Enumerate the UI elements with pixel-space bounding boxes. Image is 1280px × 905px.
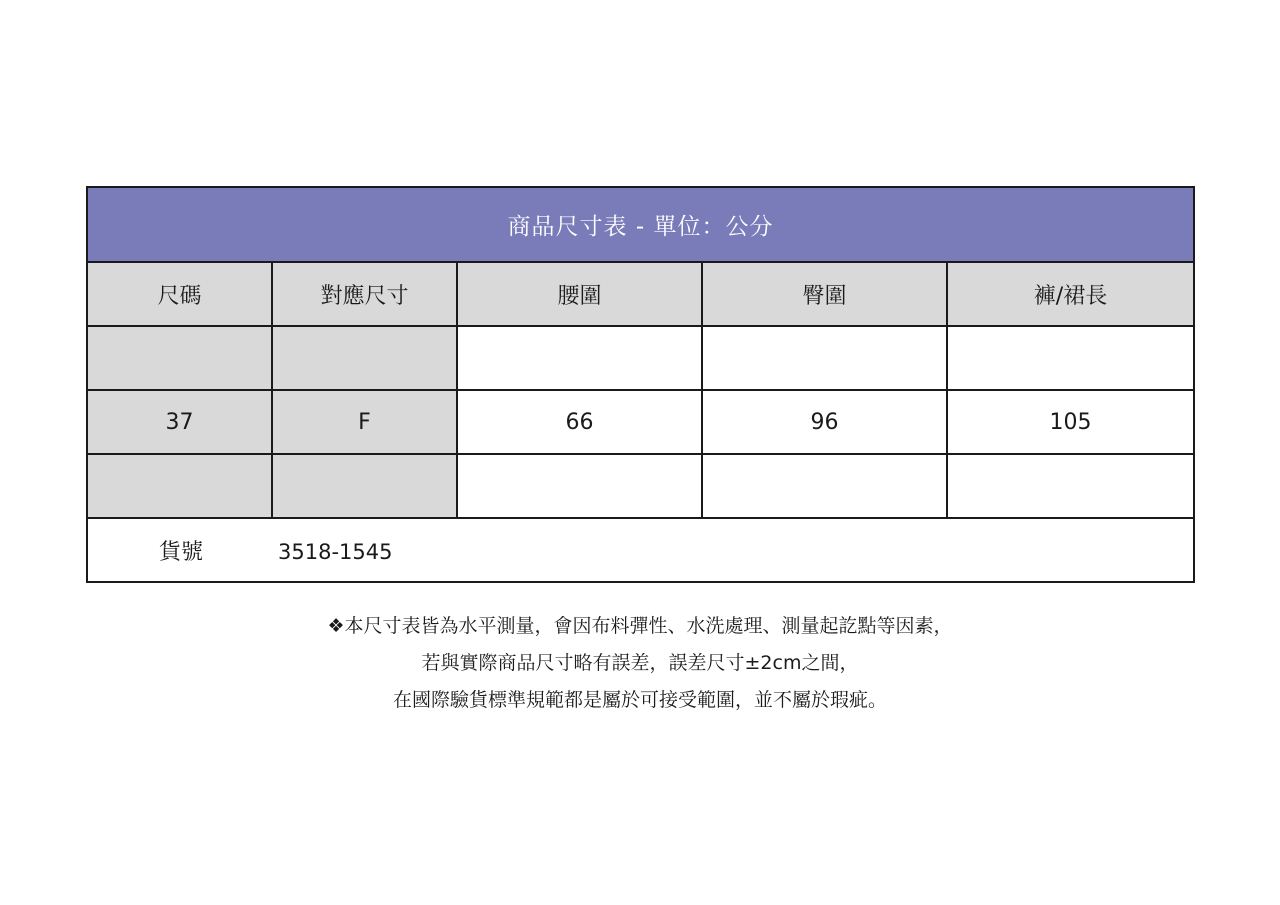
cell-hip <box>702 454 947 518</box>
cell-corresponding-size <box>272 454 457 518</box>
header-size: 尺碼 <box>87 262 272 326</box>
header-hip: 臀圍 <box>702 262 947 326</box>
cell-length <box>947 454 1194 518</box>
table-row <box>87 454 1194 518</box>
header-length: 褲/裙長 <box>947 262 1194 326</box>
header-row <box>87 262 1194 326</box>
size-chart-table <box>86 186 1195 583</box>
cell-waist <box>457 326 702 390</box>
sku-cell <box>87 518 1194 582</box>
table-row <box>87 326 1194 390</box>
note-line-3: 在國際驗貨標準規範都是屬於可接受範圍，並不屬於瑕疵。 <box>392 689 887 711</box>
sku-row <box>87 518 1194 582</box>
header-corresponding-size: 對應尺寸 <box>272 262 457 326</box>
cell-length <box>947 326 1194 390</box>
header-waist: 腰圍 <box>457 262 702 326</box>
cell-waist: 66 <box>457 390 702 454</box>
size-notes <box>0 608 1280 719</box>
table-title: 商品尺寸表 - 單位：公分 <box>87 187 1194 262</box>
note-line-1: ❖本尺寸表皆為水平測量，會因布料彈性、水洗處理、測量起訖點等因素， <box>327 615 953 637</box>
cell-size: 37 <box>87 390 272 454</box>
cell-hip <box>702 326 947 390</box>
cell-hip: 96 <box>702 390 947 454</box>
table-row <box>87 390 1194 454</box>
title-row <box>87 187 1194 262</box>
cell-size <box>87 326 272 390</box>
sku-label: 貨號 <box>158 539 203 565</box>
cell-corresponding-size <box>272 326 457 390</box>
cell-length: 105 <box>947 390 1194 454</box>
cell-waist <box>457 454 702 518</box>
note-line-2: 若與實際商品尺寸略有誤差，誤差尺寸±2cm之間， <box>421 652 859 674</box>
cell-corresponding-size: F <box>272 390 457 454</box>
sku-value: 3518-1545 <box>278 539 393 564</box>
cell-size <box>87 454 272 518</box>
